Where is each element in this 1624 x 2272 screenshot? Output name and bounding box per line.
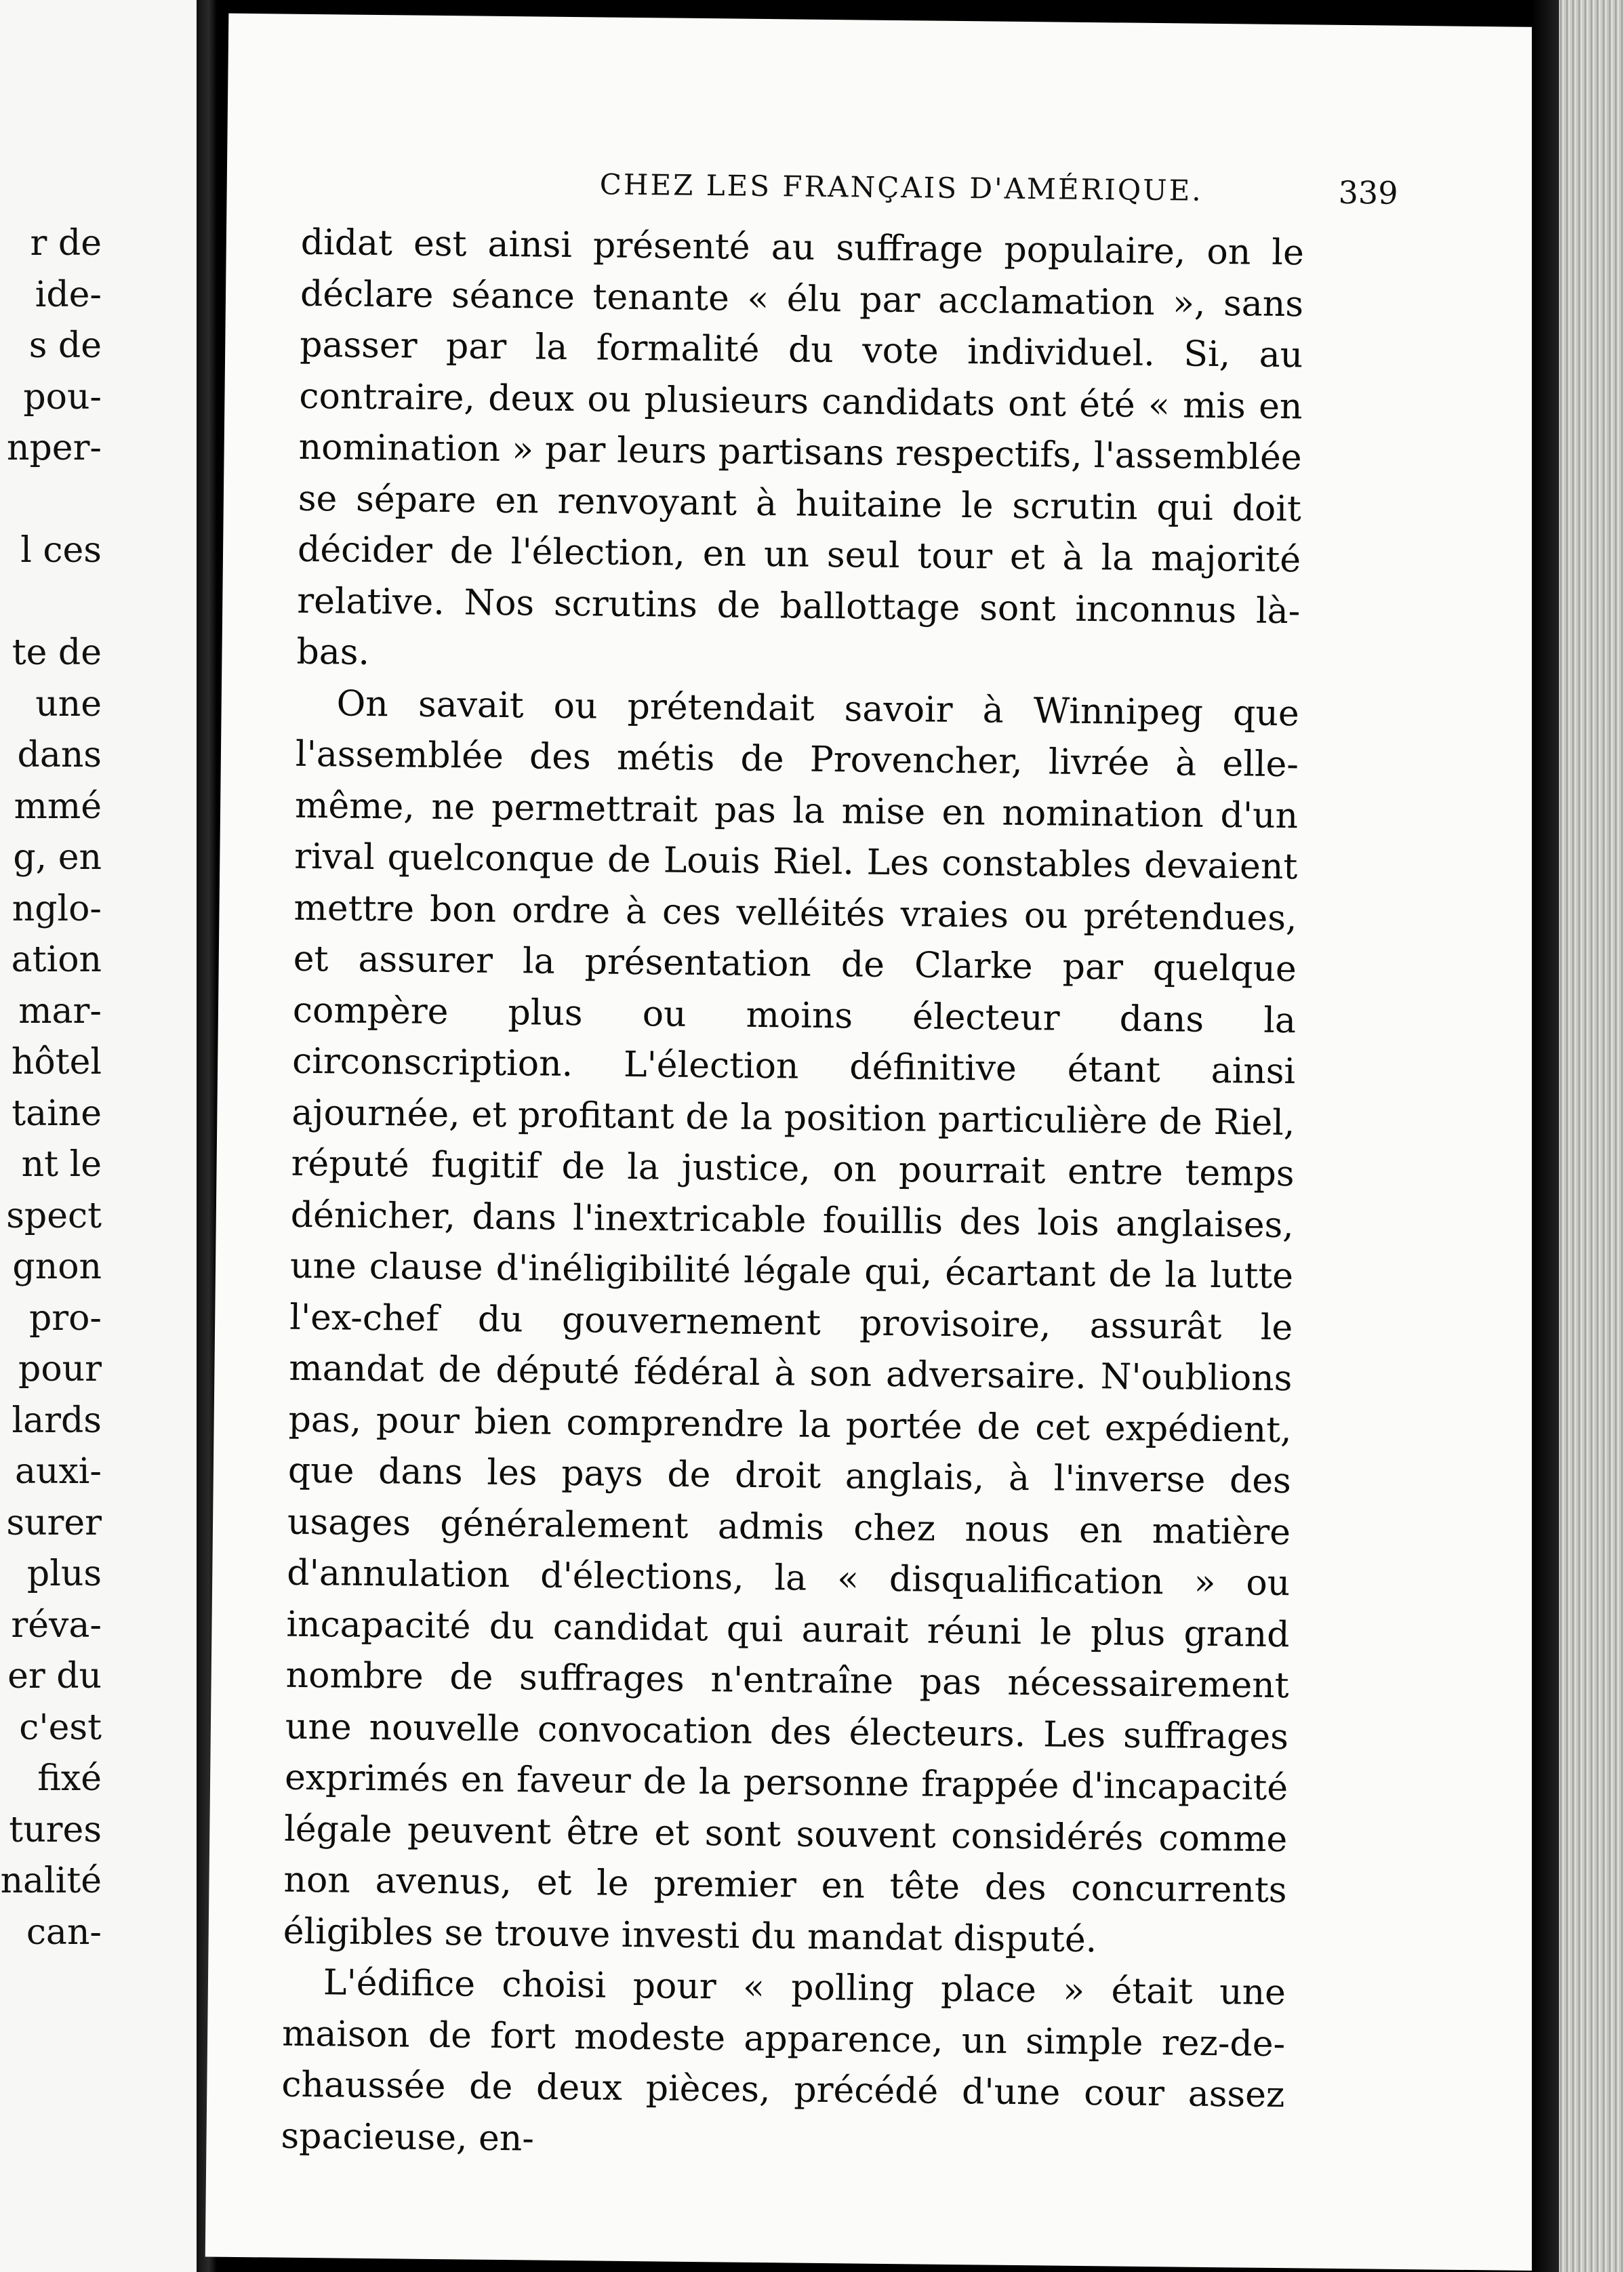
page-edge-shadow xyxy=(1532,0,1559,2272)
previous-page-line-fragment: lards xyxy=(12,1400,102,1441)
paragraph: L'édifice choisi pour « polling place » était une maison de fort modeste apparence, un simple rez-de-chaussée de deux pièces, précédé d'une cour assez spacieuse, en- xyxy=(281,1962,1286,2159)
running-head: CHEZ LES FRANÇAIS D'AMÉRIQUE. xyxy=(599,167,1203,207)
previous-page-line-fragment: te de xyxy=(12,632,102,673)
previous-page-line-fragment: tures xyxy=(9,1809,102,1850)
previous-page-line-fragment: mar- xyxy=(18,990,102,1032)
page-body xyxy=(281,218,1304,2172)
previous-page-line-fragment: une xyxy=(35,683,102,725)
previous-page-line-fragment: pou- xyxy=(23,376,102,418)
previous-page-line-fragment: c'est xyxy=(19,1707,102,1748)
previous-page-line-fragment: taine xyxy=(12,1093,102,1134)
previous-page-line-fragment xyxy=(1,474,102,526)
page-block-edge xyxy=(1559,0,1624,2272)
previous-page-line-fragment: gnon xyxy=(12,1246,102,1287)
previous-page-line-fragment: plus xyxy=(26,1554,102,1594)
previous-page-line-fragment: g, en xyxy=(13,837,102,878)
previous-page-line-fragment: l ces xyxy=(20,530,102,571)
previous-page-fragment xyxy=(0,0,197,2272)
previous-page-line-fragment: surer xyxy=(6,1502,102,1543)
paragraph: didat est ainsi présenté au suffrage populaire, on le déclare séance tenante « élu par acclamation », sans passer par la formalité du vote individuel. Si, au contraire, deux ou plusieurs candidats ont été « mis en nomination » par leurs partisans respectifs, l'assemblée se sépare en renvoyant à huitaine le scrutin qui doit décider de l'élection, en un seul tour et à la majorité relative. Nos scrutins de ballottage sont inconnus là-bas. xyxy=(296,222,1305,673)
previous-page-line-ends xyxy=(1,218,102,1958)
previous-page-line-fragment: r de xyxy=(30,223,102,264)
previous-page-line-fragment: ation xyxy=(11,939,102,980)
previous-page-line-fragment: nper- xyxy=(7,428,102,468)
previous-page-line-fragment xyxy=(1,577,102,628)
previous-page-line-fragment: ide- xyxy=(35,274,102,315)
previous-page-line-fragment: nalité xyxy=(0,1861,102,1901)
previous-page-line-fragment: dans xyxy=(17,735,102,775)
page-number: 339 xyxy=(1338,174,1398,211)
previous-page-line-fragment: s de xyxy=(28,325,102,366)
page-339 xyxy=(205,14,1578,2271)
previous-page-line-fragment: fixé xyxy=(37,1758,102,1799)
paragraph: On savait ou prétendait savoir à Winnipeg que l'assemblée des métis de Provencher, livrée à elle-même, ne permettrait pas la mise en nomination d'un rival quelconque de Louis Riel. Les constables devaient mettre bon ordre à ces velléités vraies ou prétendues, et assurer la présentation de Clarke par quelque compère plus ou moins électeur dans la circonscription. L'élection définitive étant ainsi ajournée, et profitant de la position particulière de Riel, réputé fugitif de la justice, on pourrait entre temps dénicher, dans l'inextricable fouillis des lois anglaises, une clause d'inéligibilité légale qui, écartant de la lutte l'ex-chef du gouvernement provisoire, assurât le mandat de député fédéral à son adversaire. N'oublions pas, pour bien comprendre la portée de cet expédient, que dans les pays de droit anglais, à l'inverse des usages généralement admis chez nous en matière d'annulation d'élections, la « disqualification » ou incapacité du candidat qui aurait réuni le plus grand nombre de suffrages n'entraîne pas nécessairement une nouvelle convocation des électeurs. Les suffrages exprimés en faveur de la personne frappée d'incapacité légale peuvent être et sont souvent considérés comme non avenus, et le premier en tête des concurrents éligibles se trouve investi du mandat disputé. xyxy=(283,683,1299,1960)
previous-page-line-fragment: hôtel xyxy=(11,1042,102,1082)
previous-page-line-fragment: er du xyxy=(7,1656,102,1697)
previous-page-line-fragment: mmé xyxy=(14,786,102,827)
previous-page-line-fragment: spect xyxy=(6,1195,102,1236)
previous-page-line-fragment: nt le xyxy=(21,1144,102,1185)
previous-page-line-fragment: réva- xyxy=(11,1604,102,1646)
previous-page-line-fragment: can- xyxy=(26,1911,102,1953)
previous-page-line-fragment: nglo- xyxy=(12,888,102,929)
previous-page-line-fragment: pro- xyxy=(28,1297,102,1339)
previous-page-line-fragment: auxi- xyxy=(14,1451,102,1492)
previous-page-line-fragment: pour xyxy=(18,1349,102,1389)
